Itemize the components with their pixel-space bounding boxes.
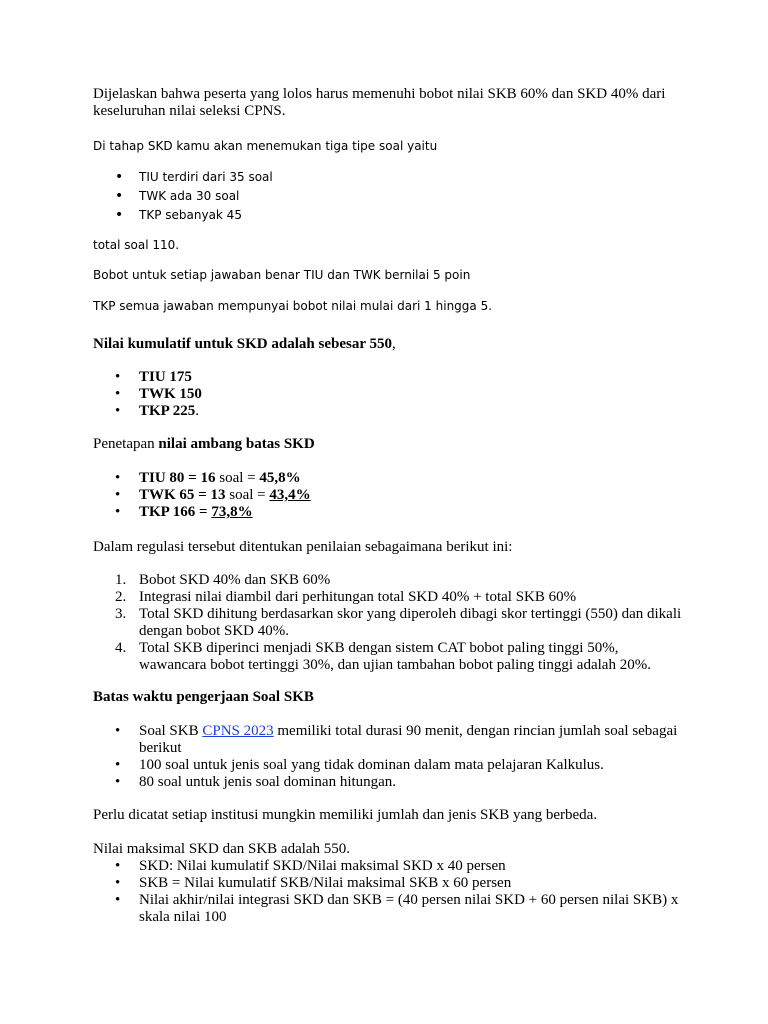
list-item: • TKP sebanyak 45: [93, 206, 683, 225]
regulasi-list: [93, 572, 683, 674]
skb-list: [93, 723, 683, 791]
list-item: • TWK ada 30 soal: [93, 187, 683, 206]
list-item-text: Total SKB diperinci menjadi SKB dengan sistem CAT bobot paling tinggi 50%, wawancara bobot tertinggi 30%, dan ujian tambahan bobot paling tinggi adalah 20%.: [139, 640, 651, 673]
ambang-heading-plain: Penetapan: [93, 436, 159, 452]
ambang-list: [93, 470, 683, 521]
list-item: [93, 386, 683, 403]
ambang-heading-bold: nilai ambang batas SKD: [158, 436, 315, 452]
ambang-label: TKP 166 =: [139, 504, 212, 520]
kumulatif-heading-tail: ,: [391, 336, 396, 352]
list-item: • 80 soal untuk jenis soal dominan hitungan.: [93, 774, 683, 791]
list-item: • Nilai akhir/nilai integrasi SKD dan SKB = (40 persen nilai SKD + 60 persen nilai SKB) x skala nilai 100: [93, 892, 683, 926]
maksimal-list: [93, 858, 683, 926]
tipe-soal-intro: Di tahap SKD kamu akan menemukan tiga tipe soal yaitu: [93, 139, 438, 153]
list-number: 2.: [115, 589, 127, 605]
list-item-tail: .: [195, 403, 200, 419]
ambang-heading: [93, 436, 683, 453]
bobot-tiu-twk-text: Bobot untuk setiap jawaban benar TIU dan TWK bernilai 5 poin: [93, 268, 471, 282]
list-item-text: memiliki total durasi 90 menit, dengan rincian jumlah soal sebagai berikut: [139, 723, 678, 756]
kumulatif-heading: [93, 336, 683, 353]
intro-paragraph: Dijelaskan bahwa peserta yang lolos harus memenuhi bobot nilai SKB 60% dan SKD 40% dari keseluruhan nilai seleksi CPNS.: [93, 86, 666, 119]
list-item: [93, 606, 683, 640]
list-item: • 100 soal untuk jenis soal yang tidak dominan dalam mata pelajaran Kalkulus.: [93, 757, 683, 774]
list-item-text: Soal SKB: [139, 723, 203, 739]
skb-heading-text: Batas waktu pengerjaan Soal SKB: [93, 689, 314, 705]
ambang-label: TIU 80 = 16: [139, 470, 216, 486]
maksimal-heading: Nilai maksimal SKD dan SKB adalah 550.: [93, 841, 351, 857]
kumulatif-heading-bold: Nilai kumulatif untuk SKD adalah sebesar 550: [93, 336, 392, 352]
list-item: [93, 589, 683, 606]
list-item: • SKB = Nilai kumulatif SKB/Nilai maksimal SKB x 60 persen: [93, 875, 683, 892]
ambang-percent: 45,8%: [259, 470, 301, 486]
ambang-plain: soal =: [225, 487, 270, 503]
catatan-paragraph: Perlu dicatat setiap institusi mungkin memiliki jumlah dan jenis SKB yang berbeda.: [93, 807, 598, 823]
cpns-2023-link[interactable]: CPNS 2023: [202, 723, 274, 739]
ambang-percent: 73,8%: [211, 504, 253, 520]
total-soal-text: total soal 110.: [93, 238, 180, 252]
list-item: [93, 369, 683, 386]
list-item: [93, 403, 683, 420]
list-number: 4.: [115, 640, 127, 656]
list-item: [93, 572, 683, 589]
list-item: [93, 723, 683, 757]
ambang-plain: soal =: [215, 470, 260, 486]
regulasi-intro: Dalam regulasi tersebut ditentukan penilaian sebagaimana berikut ini:: [93, 539, 513, 555]
list-item: [93, 640, 683, 674]
list-item-text: Bobot SKD 40% dan SKB 60%: [139, 572, 331, 588]
ambang-label: TWK 65 = 13: [139, 487, 226, 503]
list-item: [93, 504, 683, 521]
bobot-tkp-text: TKP semua jawaban mempunyai bobot nilai mulai dari 1 hingga 5.: [93, 299, 493, 313]
list-item: • TIU terdiri dari 35 soal: [93, 168, 683, 187]
list-item: • SKD: Nilai kumulatif SKD/Nilai maksimal SKD x 40 persen: [93, 858, 683, 875]
list-number: 3.: [115, 606, 127, 622]
list-item-text: Total SKD dihitung berdasarkan skor yang diperoleh dibagi skor tertinggi (550) dan dikali dengan bobot SKD 40%.: [139, 606, 682, 639]
list-item-text: Integrasi nilai diambil dari perhitungan total SKD 40% + total SKB 60%: [139, 589, 577, 605]
list-item: [93, 470, 683, 487]
ambang-percent: 43,4%: [269, 487, 311, 503]
list-item-text: TWK 150: [139, 386, 202, 402]
tipe-soal-list: [93, 168, 683, 225]
kumulatif-list: [93, 369, 683, 420]
list-item-text: TIU 175: [139, 369, 192, 385]
list-item: [93, 487, 683, 504]
list-item-text: TKP 225: [139, 403, 196, 419]
skb-heading: [93, 689, 683, 706]
list-number: 1.: [115, 572, 127, 588]
